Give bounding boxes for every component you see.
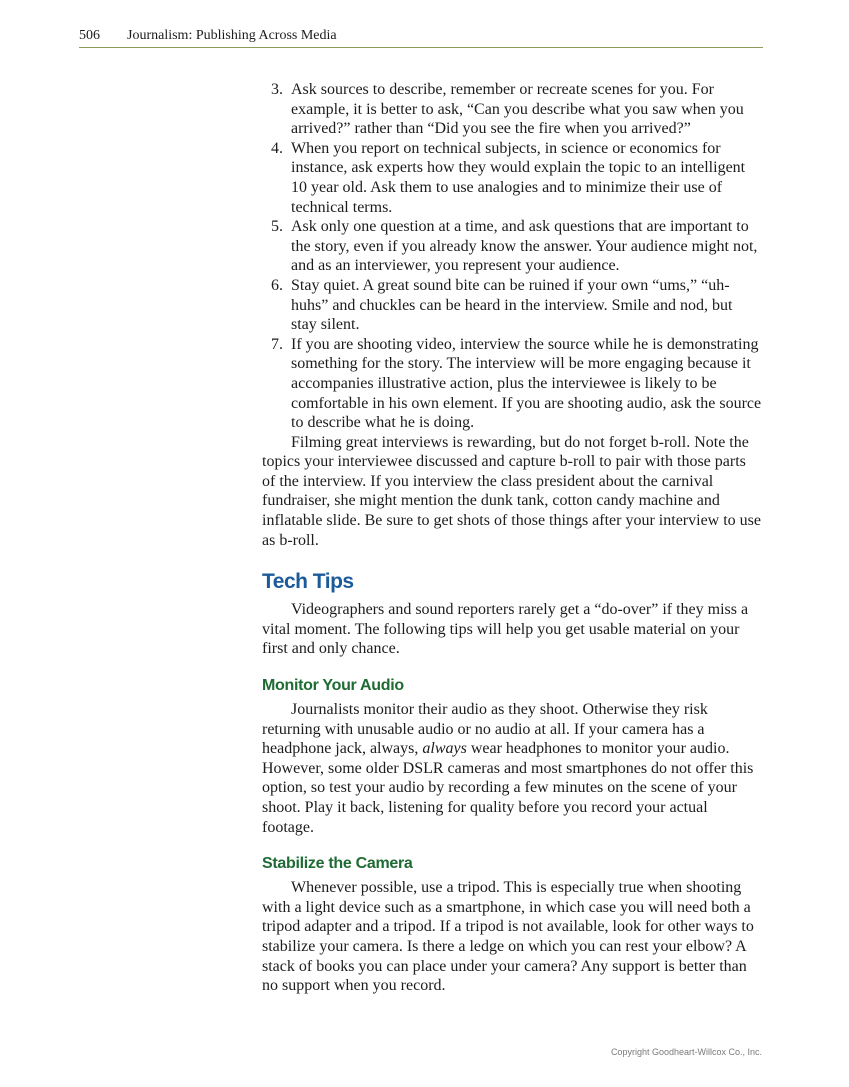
page-body [262, 80, 762, 996]
list-number: 6. [271, 276, 283, 294]
list-item [262, 217, 762, 276]
list-text: Stay quiet. A great sound bite can be ruined if your own “ums,” “uh-huhs” and chuckles can be heard in the interview. Smile and nod, but stay silent. [291, 276, 733, 334]
running-header [79, 27, 763, 48]
page-number: 506 [79, 28, 100, 43]
list-text: Ask sources to describe, remember or recreate scenes for you. For example, it is better to ask, “Can you describe what you saw when you arrived?” rather than “Did you see the fire when you arrived?” [291, 81, 744, 138]
monitor-audio-heading: Monitor Your Audio [262, 677, 404, 695]
list-number: 7. [271, 335, 283, 353]
running-title: Journalism: Publishing Across Media [127, 28, 337, 43]
list-text: If you are shooting video, interview the source while he is demonstrating something for the story. The interview will be more engaging because it accompanies illustrative action, plus the interviewee is likely to be comfortable in his own element. If you are shooting audio, ask the source to describe what he is doing. [291, 335, 762, 432]
monitor-audio-text-2: wear headphones to monitor your audio. However, some older DSLR cameras and most smartphones do not offer this option, so test your audio by recording a few minutes on the scene of your shoot. Play it back, listening for quality before you record your actual footage. [262, 740, 754, 836]
monitor-audio-text-1: Journalists monitor their audio as they shoot. Otherwise they risk returning with unusable audio or no audio at all. If your camera has a headphone jack, always, [262, 701, 708, 758]
monitor-audio-paragraph [262, 700, 762, 837]
stabilize-paragraph: Whenever possible, use a tripod. This is especially true when shooting with a light device such as a smartphone, in which case you will need both a tripod adapter and a tripod. If a tripod is not available, look for other ways to stabilize your camera. Is there a ledge on which you can rest your elbow? A stack of books you can place under your camera? Any support is better than no support when you record. [262, 879, 754, 995]
list-number: 3. [271, 81, 283, 98]
list-item [262, 80, 762, 139]
list-number: 5. [271, 218, 283, 236]
interview-tips-list [262, 80, 762, 433]
list-text: Ask only one question at a time, and ask questions that are important to the story, even if you already know the answer. Your audience might not, and as an interviewer, you represent your audience. [291, 218, 758, 275]
broll-paragraph: Filming great interviews is rewarding, but do not forget b-roll. Note the topics your interviewee discussed and capture b-roll to pair with those parts of the interview. If you interview the class president about the carnival fundraiser, she might mention the dunk tank, cotton candy machine and inflatable slide. Be sure to get shots of those things after your interview to use as b-roll. [262, 433, 761, 549]
stabilize-heading: Stabilize the Camera [262, 855, 413, 873]
emphasis-always: always [422, 740, 467, 758]
list-item [262, 139, 762, 217]
list-number: 4. [271, 139, 283, 157]
list-item [262, 276, 762, 335]
list-item [262, 335, 762, 433]
tech-tips-intro: Videographers and sound reporters rarely get a “do-over” if they miss a vital moment. The following tips will help you get usable material on your first and only chance. [262, 601, 749, 658]
tech-tips-heading: Tech Tips [262, 570, 354, 594]
list-text: When you report on technical subjects, in science or economics for instance, ask experts how they would explain the topic to an intelligent 10 year old. Ask them to use analogies and to minimize their use of technical terms. [291, 139, 746, 216]
copyright-notice: Copyright Goodheart-Willcox Co., Inc. [610, 1047, 762, 1057]
